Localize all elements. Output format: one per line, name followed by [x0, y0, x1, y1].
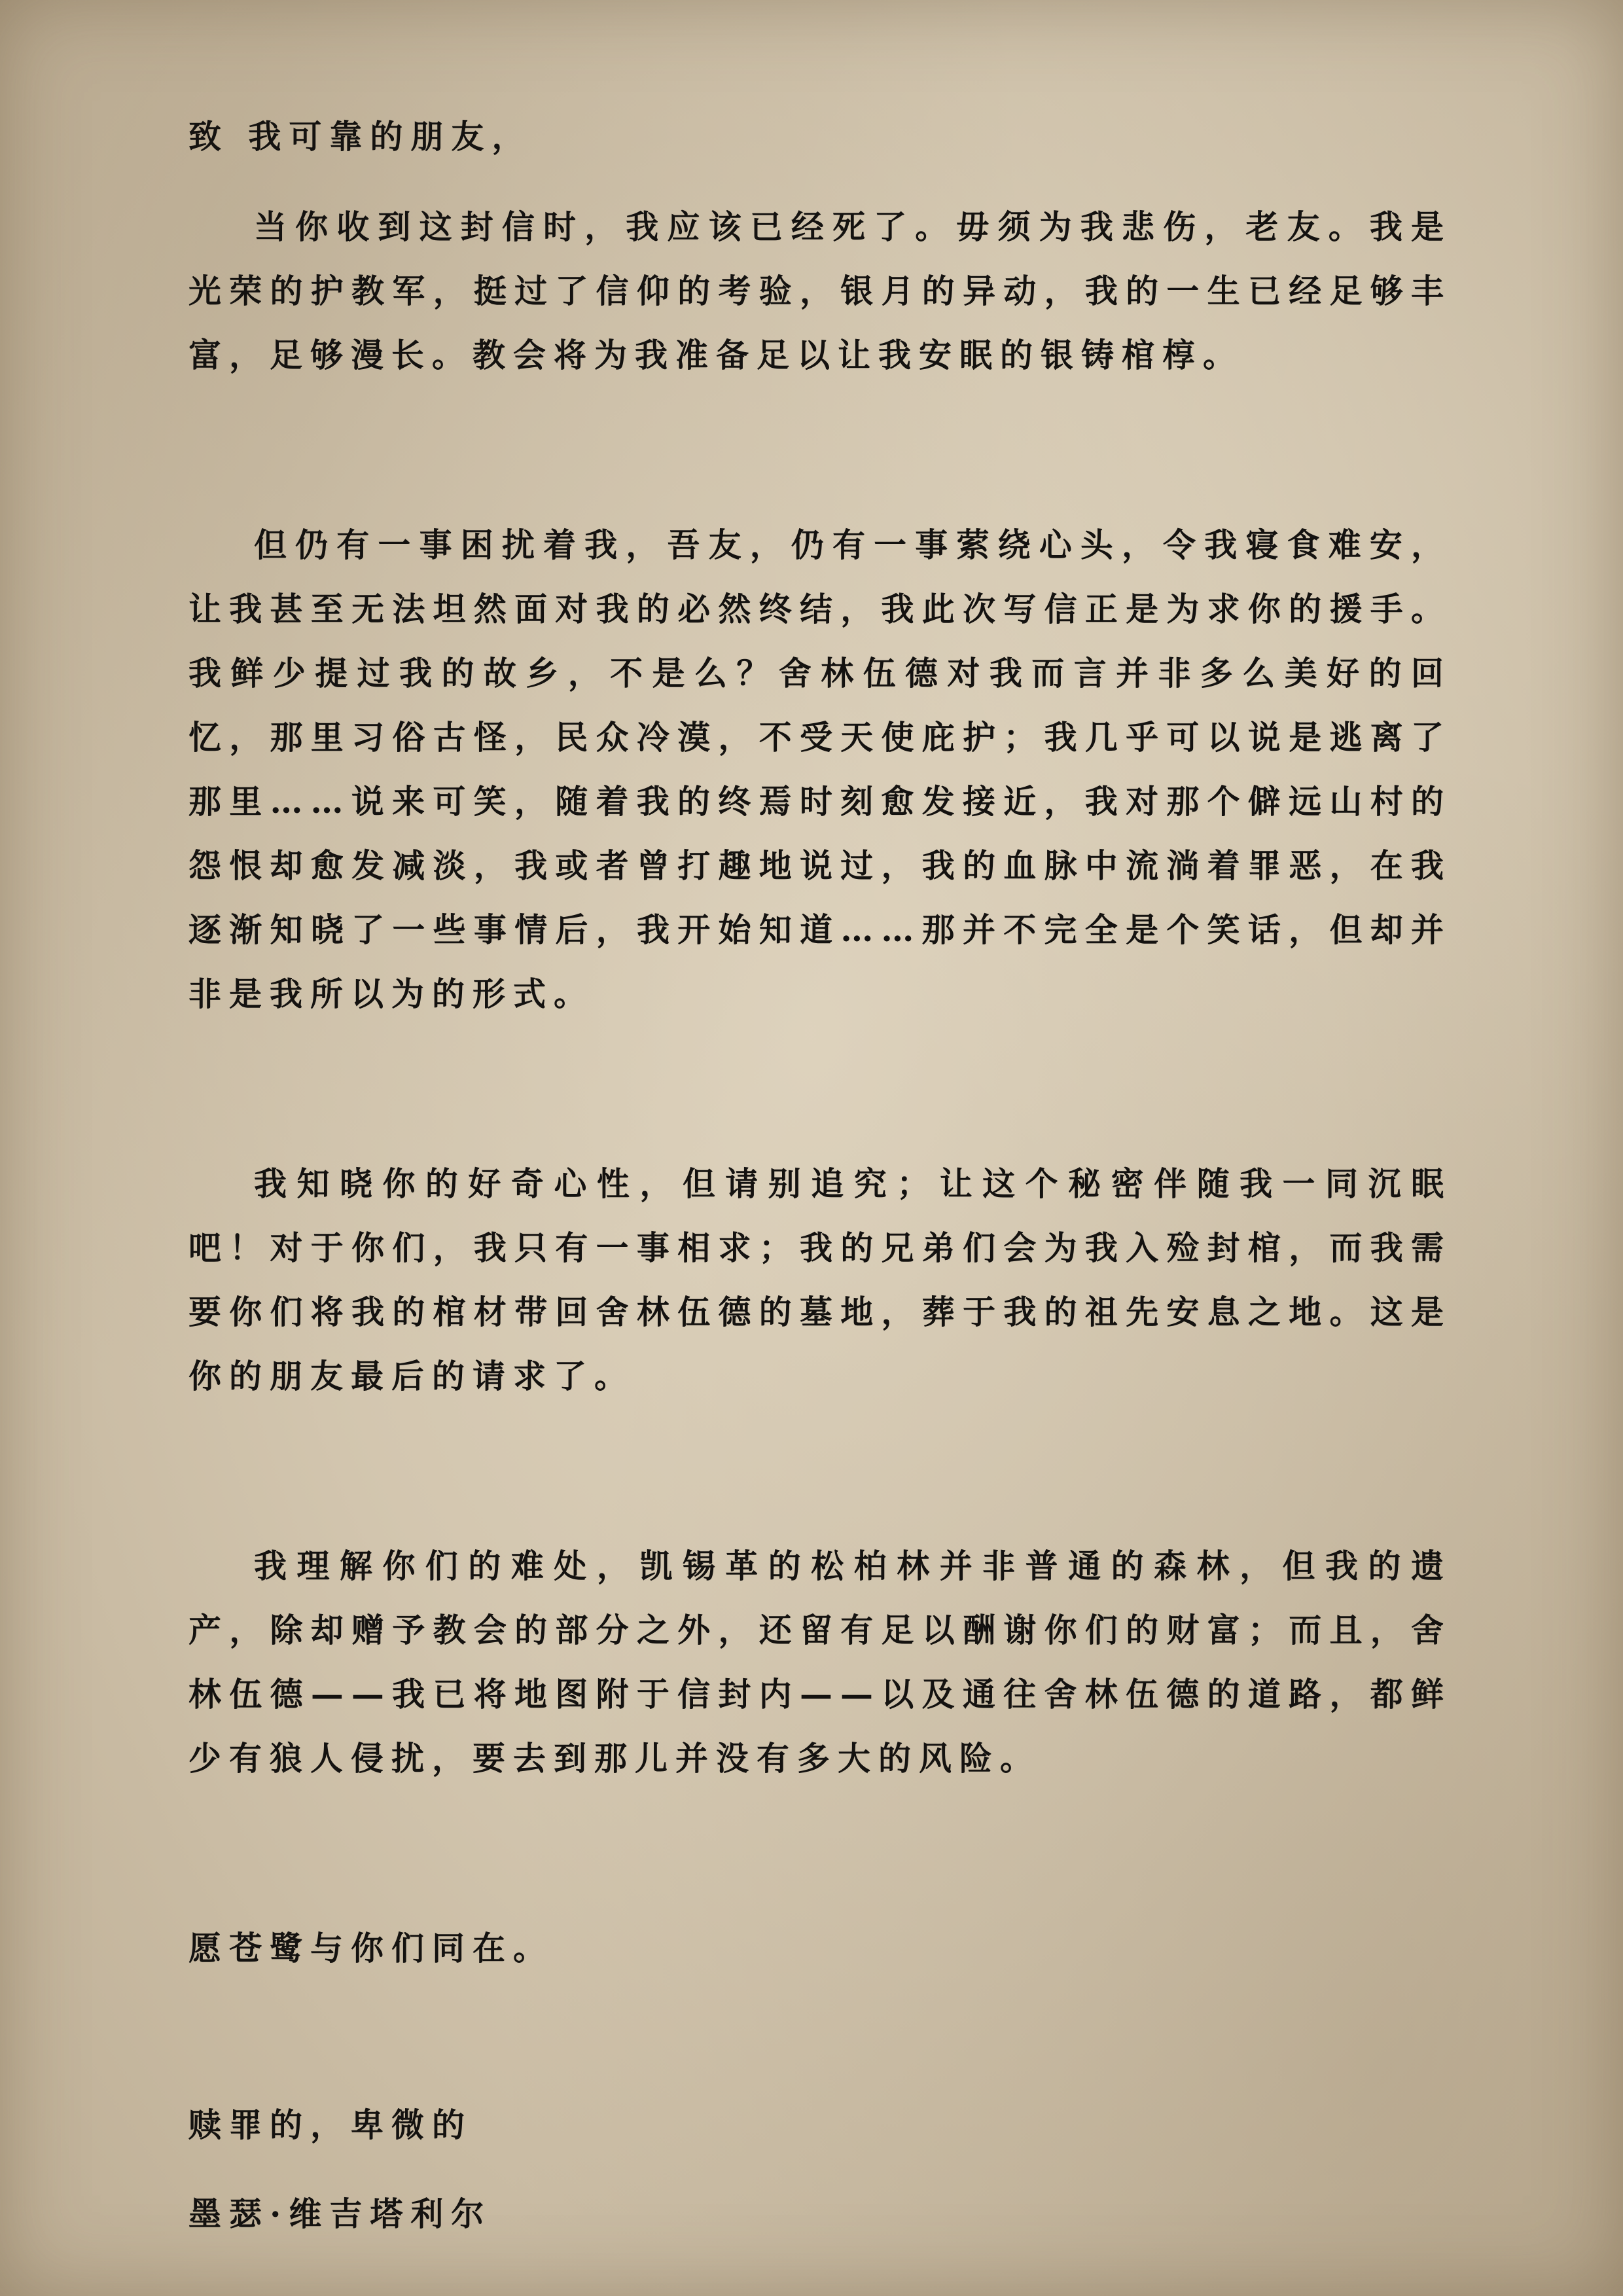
letter-blessing: 愿苍鹭与你们同在。	[188, 1929, 554, 1967]
letter-salutation: 致 我可靠的朋友，	[188, 117, 533, 156]
letter-signature: 墨瑟·维吉塔利尔	[188, 2195, 492, 2233]
letter-paragraph-1: 当你收到这封信时，我应该已经死了。毋须为我悲伤，老友。我是光荣的护教军，挺过了信仰的考验，银月的异动，我的一生已经足够丰富，足够漫长。教会将为我准备足以让我安眠的银铸棺椁。	[188, 207, 1452, 374]
letter-body	[188, 105, 1452, 2246]
letter-paragraph-3: 我知晓你的好奇心性，但请别追究；让这个秘密伴随我一同沉眠吧！对于你们，我只有一事相求；我的兄弟们会为我入殓封棺，而我需要你们将我的棺材带回舍林伍德的墓地，葬于我的祖先安息之地。这是你的朋友最后的请求了。	[188, 1164, 1452, 1395]
letter-paragraph-2: 但仍有一事困扰着我，吾友，仍有一事萦绕心头，令我寝食难安，让我甚至无法坦然面对我的必然终结，我此次写信正是为求你的援手。我鲜少提过我的故乡，不是么？舍林伍德对我而言并非多么美好的回忆，那里习俗古怪，民众冷漠，不受天使庇护；我几乎可以说是逃离了那里……说来可笑，随着我的终焉时刻愈发接近，我对那个僻远山村的怨恨却愈发减淡，我或者曾打趣地说过，我的血脉中流淌着罪恶，在我逐渐知晓了一些事情后，我开始知道……那并不完全是个笑话，但却并非是我所以为的形式。	[188, 526, 1452, 1013]
letter-closing: 赎罪的，卑微的	[188, 2106, 473, 2144]
letter-paragraph-4: 我理解你们的难处，凯锡革的松柏林并非普通的森林，但我的遗产，除却赠予教会的部分之外，还留有足以酬谢你们的财富；而且，舍林伍德——我已将地图附于信封内——以及通往舍林伍德的道路，都鲜少有狼人侵扰，要去到那儿并没有多大的风险。	[188, 1547, 1452, 1778]
